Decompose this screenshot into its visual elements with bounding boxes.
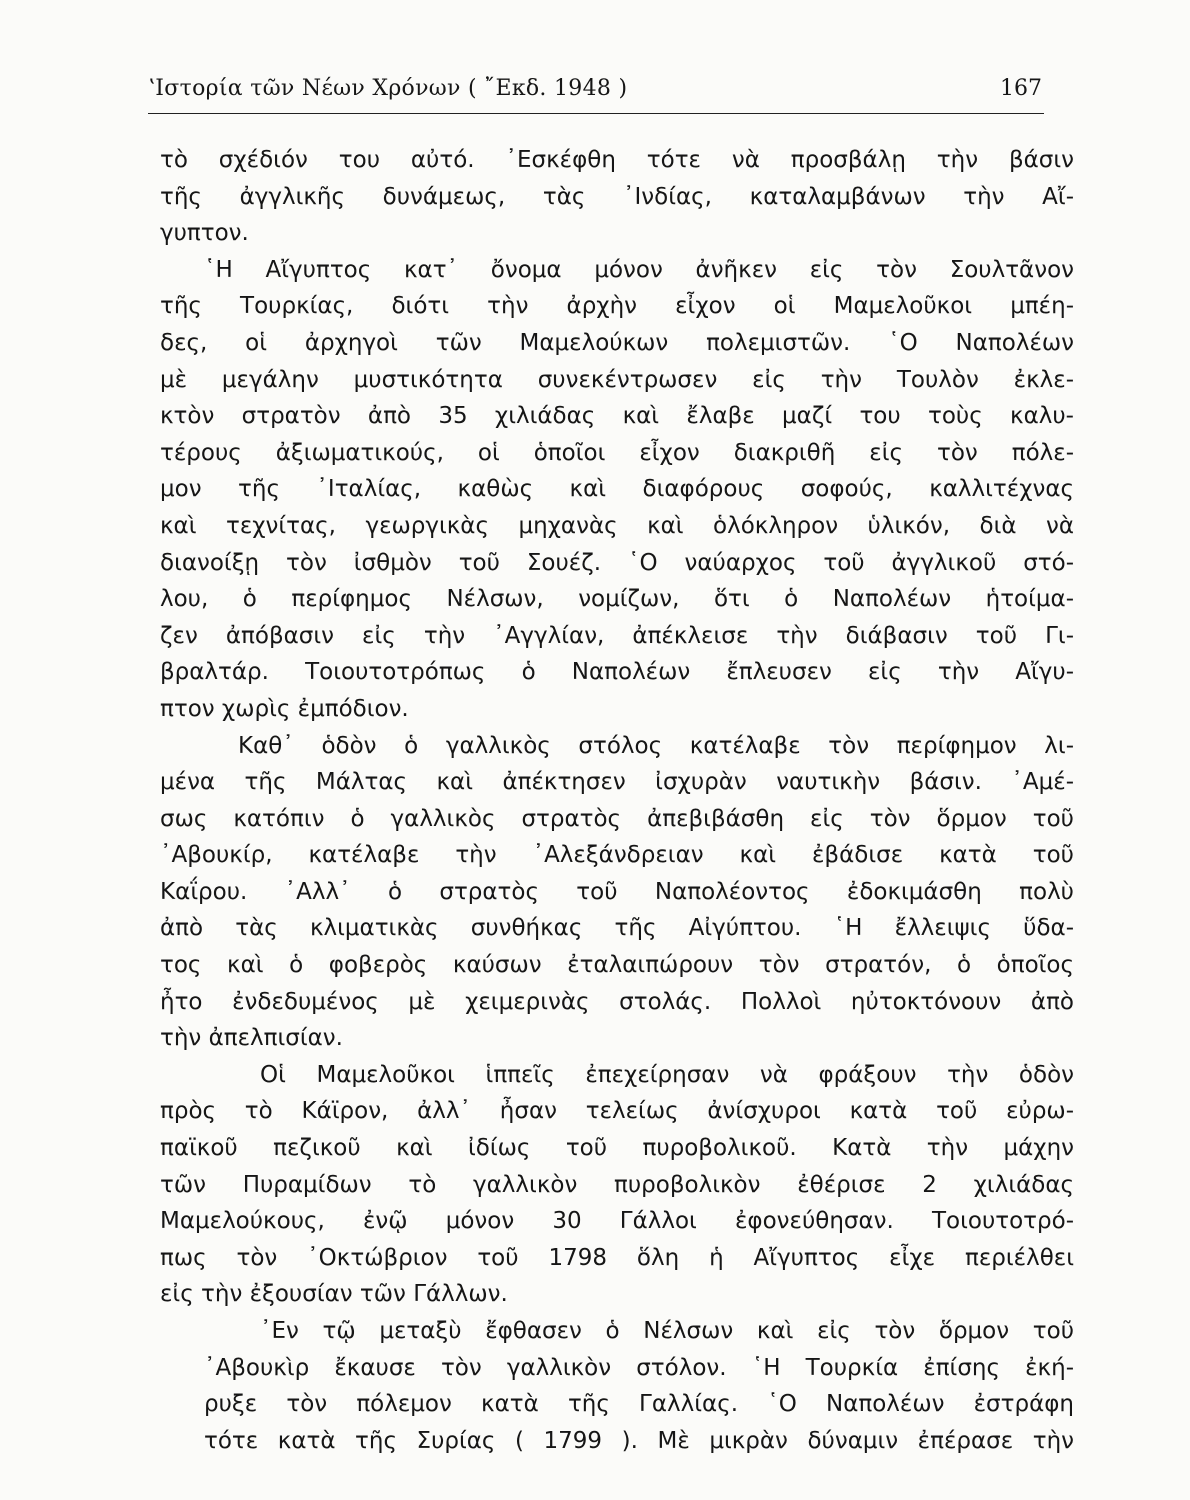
text-line: Καθ᾽ ὁδὸν ὁ γαλλικὸς στόλος κατέλαβε τὸν περίφημον λι-: [238, 732, 1074, 759]
text-line: πτον χωρὶς ἐμπόδιον.: [160, 695, 409, 722]
text-line: τῆς ἀγγλικῆς δυνάμεως, τὰς ᾽Ινδίας, καταλαμβάνων τὴν Αἴ-: [160, 183, 1074, 210]
text-line: σως κατόπιν ὁ γαλλικὸς στρατὸς ἀπεβιβάσθη εἰς τὸν ὅρμον τοῦ: [160, 805, 1074, 832]
text-line: ᾽Αβουκίρ, κατέλαβε τὴν ᾽Αλεξάνδρειαν καὶ ἐβάδισε κατὰ τοῦ: [160, 842, 1074, 869]
text-line: ᾽Εν τῷ μεταξὺ ἔφθασεν ὁ Νέλσων καὶ εἰς τὸν ὅρμον τοῦ: [260, 1318, 1074, 1344]
body-text: [160, 142, 1074, 1459]
text-line: μον τῆς ᾽Ιταλίας, καθὼς καὶ διαφόρους σοφούς, καλλιτέχνας: [160, 476, 1074, 503]
text-line: εἰς τὴν ἐξουσίαν τῶν Γάλλων.: [160, 1281, 508, 1308]
header-rule: [148, 113, 1044, 114]
text-line: τὸ σχέδιόν του αὐτό. ᾽Εσκέφθη τότε νὰ προσβάλῃ τὴν βάσιν: [160, 147, 1074, 173]
text-line: τος καὶ ὁ φοβερὸς καύσων ἐταλαιπώρουν τὸν στρατόν, ὁ ὁποῖος: [160, 952, 1074, 979]
page-number: 167: [1000, 76, 1042, 101]
running-title: ʽΙστορία τῶν Νέων Χρόνων ( ῎Εκδ. 1948 ): [148, 76, 628, 101]
text-line: ἦτο ἐνδεδυμένος μὲ χειμερινὰς στολάς. Πολλοὶ ηὐτοκτόνουν ἀπὸ: [160, 988, 1074, 1015]
text-line: τὴν ἀπελπισίαν.: [160, 1025, 343, 1052]
text-line: πρὸς τὸ Κάϊρον, ἀλλ᾽ ἦσαν τελείως ἀνίσχυροι κατὰ τοῦ εὐρω-: [160, 1098, 1074, 1125]
text-line: τέρους ἀξιωματικούς, οἱ ὁποῖοι εἶχον διακριθῆ εἰς τὸν πόλε-: [160, 439, 1074, 466]
text-line: τότε κατὰ τῆς Συρίας ( 1799 ). Μὲ μικρὰν δύναμιν ἐπέρασε τὴν: [204, 1427, 1074, 1454]
text-line: μὲ μεγάλην μυστικότητα συνεκέντρωσεν εἰς τὴν Τουλὸν ἐκλε-: [160, 366, 1074, 393]
text-line: δες, οἱ ἀρχηγοὶ τῶν Μαμελούκων πολεμιστῶν. ῾Ο Ναπολέων: [160, 329, 1074, 356]
text-line: Οἱ Μαμελοῦκοι ἱππεῖς ἐπεχείρησαν νὰ φράξουν τὴν ὁδὸν: [260, 1061, 1074, 1088]
text-line: γυπτον.: [160, 220, 249, 247]
text-line: καὶ τεχνίτας, γεωργικὰς μηχανὰς καὶ ὁλόκληρον ὑλικόν, διὰ νὰ: [160, 512, 1074, 539]
text-line: λου, ὁ περίφημος Νέλσων, νομίζων, ὅτι ὁ Ναπολέων ἡτοίμα-: [160, 586, 1074, 613]
text-line: Μαμελούκους, ἐνῷ μόνον 30 Γάλλοι ἐφονεύθησαν. Τοιουτοτρό-: [160, 1208, 1074, 1235]
text-line: μένα τῆς Μάλτας καὶ ἀπέκτησεν ἰσχυρὰν ναυτικὴν βάσιν. ᾽Αμέ-: [160, 769, 1074, 796]
text-line: τῶν Πυραμίδων τὸ γαλλικὸν πυροβολικὸν ἐθέρισε 2 χιλιάδας: [160, 1171, 1074, 1198]
text-line: βραλτάρ. Τοιουτοτρόπως ὁ Ναπολέων ἔπλευσεν εἰς τὴν Αἴγυ-: [160, 659, 1074, 686]
text-line: παϊκοῦ πεζικοῦ καὶ ἰδίως τοῦ πυροβολικοῦ. Κατὰ τὴν μάχην: [160, 1135, 1074, 1162]
text-line: Καΐρου. ᾽Αλλ᾽ ὁ στρατὸς τοῦ Ναπολέοντος ἐδοκιμάσθη πολὺ: [160, 878, 1074, 905]
text-line: ζεν ἀπόβασιν εἰς τὴν ᾽Αγγλίαν, ἀπέκλεισε τὴν διάβασιν τοῦ Γι-: [160, 622, 1074, 649]
text-line: ᾽Αβουκὶρ ἔκαυσε τὸν γαλλικὸν στόλον. ῾Η Τουρκία ἐπίσης ἐκή-: [204, 1354, 1074, 1381]
text-line: ἀπὸ τὰς κλιματικὰς συνθήκας τῆς Αἰγύπτου. ῾Η ἔλλειψις ὕδα-: [160, 915, 1074, 942]
text-line: κτὸν στρατὸν ἀπὸ 35 χιλιάδας καὶ ἔλαβε μαζί του τοὺς καλυ-: [160, 403, 1074, 430]
text-line: διανοίξῃ τὸν ἰσθμὸν τοῦ Σουέζ. ῾Ο ναύαρχος τοῦ ἀγγλικοῦ στό-: [160, 549, 1074, 576]
text-line: τῆς Τουρκίας, διότι τὴν ἀρχὴν εἶχον οἱ Μαμελοῦκοι μπέη-: [160, 293, 1074, 320]
text-line: ῾Η Αἴγυπτος κατ᾽ ὄνομα μόνον ἀνῆκεν εἰς τὸν Σουλτᾶνον: [204, 256, 1074, 283]
running-head: [148, 72, 1044, 112]
text-line: πως τὸν ᾽Οκτώβριον τοῦ 1798 ὅλη ἡ Αἴγυπτος εἶχε περιέλθει: [160, 1244, 1074, 1271]
text-line: ρυξε τὸν πόλεμον κατὰ τῆς Γαλλίας. ῾Ο Ναπολέων ἐστράφη: [204, 1391, 1074, 1418]
